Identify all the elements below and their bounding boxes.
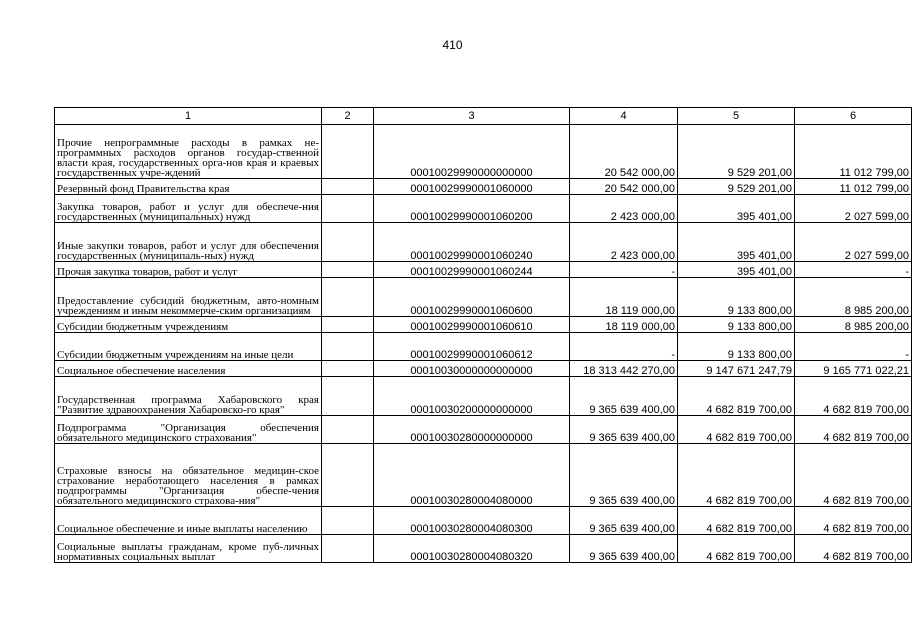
row-column-2 — [322, 361, 374, 377]
row-code: 00010029990001060612 — [374, 333, 570, 361]
row-code: 00010029990001060240 — [374, 223, 570, 262]
row-name: Прочая закупка товаров, работ и услуг — [55, 262, 322, 278]
row-value-6: 4 682 819 700,00 — [795, 377, 912, 416]
row-value-6: 4 682 819 700,00 — [795, 507, 912, 535]
table-row — [55, 333, 912, 361]
row-name: Иные закупки товаров, работ и услуг для обеспечения государственных (муниципаль-ных) нужд — [55, 223, 322, 262]
column-header-1: 1 — [55, 108, 322, 125]
row-value-6: 2 027 599,00 — [795, 223, 912, 262]
row-value-5: 4 682 819 700,00 — [678, 507, 795, 535]
row-column-2 — [322, 125, 374, 179]
row-column-2 — [322, 333, 374, 361]
table-row — [55, 416, 912, 444]
row-value-6: 9 165 771 022,21 — [795, 361, 912, 377]
table-row — [55, 361, 912, 377]
row-value-5: 4 682 819 700,00 — [678, 444, 795, 507]
row-column-2 — [322, 535, 374, 563]
column-header-6: 6 — [795, 108, 912, 125]
row-code: 00010030280004080320 — [374, 535, 570, 563]
row-value-5: 9 147 671 247,79 — [678, 361, 795, 377]
row-code: 00010030000000000000 — [374, 361, 570, 377]
page-number: 410 — [442, 38, 463, 52]
row-value-5: 4 682 819 700,00 — [678, 416, 795, 444]
table-row — [55, 179, 912, 195]
row-value-6: 11 012 799,00 — [795, 179, 912, 195]
table-row — [55, 125, 912, 179]
column-header-3: 3 — [374, 108, 570, 125]
table-row — [55, 444, 912, 507]
row-column-2 — [322, 416, 374, 444]
row-name: Страховые взносы на обязательное медицин-ское страхование неработающего населения в рамках подпрограммы "Организация обеспе-чения обязательного медицинского страхова-ния" — [55, 444, 322, 507]
row-code: 00010029990001060600 — [374, 278, 570, 317]
row-value-5: 4 682 819 700,00 — [678, 377, 795, 416]
row-value-6: 4 682 819 700,00 — [795, 444, 912, 507]
row-code: 00010029990001060244 — [374, 262, 570, 278]
row-value-5: 9 133 800,00 — [678, 333, 795, 361]
row-name: Субсидии бюджетным учреждениям на иные цели — [55, 333, 322, 361]
row-code: 00010029990000000000 — [374, 125, 570, 179]
budget-table — [54, 107, 912, 563]
row-name: Закупка товаров, работ и услуг для обеспече-ния государственных (муниципальных) нужд — [55, 195, 322, 223]
table-row — [55, 377, 912, 416]
row-code: 00010030200000000000 — [374, 377, 570, 416]
row-value-4: 18 119 000,00 — [570, 317, 678, 333]
column-header-2: 2 — [322, 108, 374, 125]
row-value-4: - — [570, 262, 678, 278]
row-value-5: 395 401,00 — [678, 223, 795, 262]
row-value-4: 20 542 000,00 — [570, 179, 678, 195]
table-row — [55, 278, 912, 317]
row-column-2 — [322, 195, 374, 223]
row-name: Государственная программа Хабаровского края "Развитие здравоохранения Хабаровско-го края" — [55, 377, 322, 416]
row-column-2 — [322, 507, 374, 535]
row-column-2 — [322, 444, 374, 507]
row-name: Подпрограмма "Организация обеспечения обязательного медицинского страхования" — [55, 416, 322, 444]
table-row — [55, 317, 912, 333]
row-column-2 — [322, 179, 374, 195]
row-value-6: 11 012 799,00 — [795, 125, 912, 179]
table-row — [55, 535, 912, 563]
row-value-4: 2 423 000,00 — [570, 223, 678, 262]
row-code: 00010030280004080000 — [374, 444, 570, 507]
row-code: 00010030280000000000 — [374, 416, 570, 444]
row-name: Социальные выплаты гражданам, кроме пуб-личных нормативных социальных выплат — [55, 535, 322, 563]
row-name: Предоставление субсидий бюджетным, авто-номным учреждениям и иным некоммерче-ским организациям — [55, 278, 322, 317]
row-value-5: 395 401,00 — [678, 195, 795, 223]
row-value-4: 9 365 639 400,00 — [570, 377, 678, 416]
table-row — [55, 195, 912, 223]
table-row — [55, 262, 912, 278]
row-value-6: 8 985 200,00 — [795, 278, 912, 317]
row-value-5: 9 133 800,00 — [678, 278, 795, 317]
row-value-4: 2 423 000,00 — [570, 195, 678, 223]
column-header-4: 4 — [570, 108, 678, 125]
row-value-4: - — [570, 333, 678, 361]
header-row — [55, 108, 912, 125]
table-row — [55, 507, 912, 535]
row-name: Социальное обеспечение и иные выплаты населению — [55, 507, 322, 535]
row-value-5: 395 401,00 — [678, 262, 795, 278]
row-value-5: 4 682 819 700,00 — [678, 535, 795, 563]
row-value-4: 9 365 639 400,00 — [570, 416, 678, 444]
row-value-4: 18 119 000,00 — [570, 278, 678, 317]
row-code: 00010029990001060610 — [374, 317, 570, 333]
row-name: Субсидии бюджетным учреждениям — [55, 317, 322, 333]
row-value-6: 4 682 819 700,00 — [795, 535, 912, 563]
row-column-2 — [322, 223, 374, 262]
row-column-2 — [322, 262, 374, 278]
row-value-4: 9 365 639 400,00 — [570, 507, 678, 535]
row-value-6: 4 682 819 700,00 — [795, 416, 912, 444]
row-value-4: 20 542 000,00 — [570, 125, 678, 179]
row-value-6: - — [795, 262, 912, 278]
row-value-6: 2 027 599,00 — [795, 195, 912, 223]
row-name: Резервный фонд Правительства края — [55, 179, 322, 195]
row-code: 00010029990001060200 — [374, 195, 570, 223]
row-name: Прочие непрограммные расходы в рамках не-программных расходов органов государ-ственной власти края, государственных орга-нов края и краевых государственных учре-ждений — [55, 125, 322, 179]
row-value-5: 9 133 800,00 — [678, 317, 795, 333]
row-value-5: 9 529 201,00 — [678, 179, 795, 195]
table-row — [55, 223, 912, 262]
row-value-4: 18 313 442 270,00 — [570, 361, 678, 377]
row-name: Социальное обеспечение населения — [55, 361, 322, 377]
row-column-2 — [322, 377, 374, 416]
row-code: 00010030280004080300 — [374, 507, 570, 535]
row-value-4: 9 365 639 400,00 — [570, 444, 678, 507]
table-body — [55, 125, 912, 563]
row-value-5: 9 529 201,00 — [678, 125, 795, 179]
row-code: 00010029990001060000 — [374, 179, 570, 195]
row-column-2 — [322, 278, 374, 317]
column-header-5: 5 — [678, 108, 795, 125]
row-value-6: 8 985 200,00 — [795, 317, 912, 333]
row-value-4: 9 365 639 400,00 — [570, 535, 678, 563]
row-value-6: - — [795, 333, 912, 361]
row-column-2 — [322, 317, 374, 333]
